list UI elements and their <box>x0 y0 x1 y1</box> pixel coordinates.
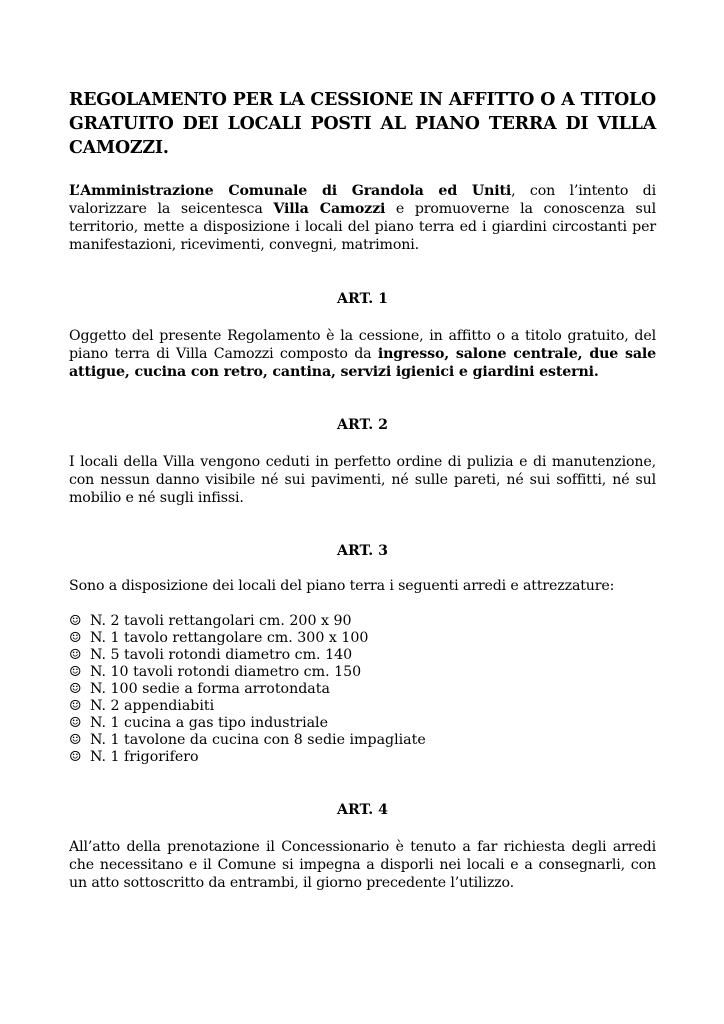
smiley-icon: ☺ <box>69 630 82 646</box>
document-page <box>69 88 656 892</box>
smiley-icon: ☺ <box>69 715 82 731</box>
art3-heading: ART. 3 <box>336 543 389 559</box>
art4-paragraph: All’atto della prenotazione il Concessionario è tenuto a far richiesta degli arredi che necessitano e il Comune si impegna a disporli nei locali e a consegnarli, con un atto sottoscritto da entrambi, il giorno precedente l’utilizzo. <box>69 839 656 891</box>
document-title: REGOLAMENTO PER LA CESSIONE IN AFFITTO O A TITOLO GRATUITO DEI LOCALI POSTI AL PIANO TERRA DI VILLA CAMOZZI. <box>69 90 656 158</box>
intro-municipality: L’Amministrazione Comunale di Grandola ed Uniti <box>69 183 512 199</box>
intro-text-2: e promuoverne la conoscenza sul territorio, mette a disposizione i locali del piano terra ed i giardini circostanti per manifestazioni, ricevimenti, convegni, matrimoni. <box>69 201 656 253</box>
art1-rooms: ingresso, salone centrale, due sale attigue, cucina con retro, cantina, servizi igienici e giardini esterni. <box>69 346 656 380</box>
smiley-icon: ☺ <box>69 664 82 680</box>
smiley-icon: ☺ <box>69 681 82 697</box>
art2-paragraph: I locali della Villa vengono ceduti in perfetto ordine di pulizia e di manutenzione, con nessun danno visibile né sui pavimenti, né sulle pareti, né sui soffitti, né sul mobilio e né sugli infissi. <box>69 454 656 506</box>
smiley-icon: ☺ <box>69 732 82 748</box>
smiley-icon: ☺ <box>69 749 82 765</box>
list-item: ☺ N. 5 tavoli rotondi diametro cm. 140 <box>69 647 353 663</box>
smiley-icon: ☺ <box>69 613 82 629</box>
art3-paragraph: Sono a disposizione dei locali del piano terra i seguenti arredi e attrezzature: <box>69 578 615 594</box>
smiley-icon: ☺ <box>69 698 82 714</box>
intro-paragraph <box>69 182 656 254</box>
list-item: ☺ N. 1 tavolo rettangolare cm. 300 x 100 <box>69 630 369 646</box>
list-item: ☺ N. 2 appendiabiti <box>69 698 215 714</box>
list-item: ☺ N. 1 cucina a gas tipo industriale <box>69 715 328 731</box>
art1-paragraph <box>69 327 656 381</box>
intro-text-1: , con l’intento di valorizzare la seicentesca <box>69 183 656 217</box>
list-item: ☺ N. 2 tavoli rettangolari cm. 200 x 90 <box>69 613 352 629</box>
equipment-list <box>69 613 656 766</box>
art1-text: Oggetto del presente Regolamento è la cessione, in affitto o a titolo gratuito, del piano terra di Villa Camozzi composto da <box>69 328 656 362</box>
list-item: ☺ N. 1 frigorifero <box>69 749 199 765</box>
art4-heading: ART. 4 <box>336 802 389 818</box>
smiley-icon: ☺ <box>69 647 82 663</box>
intro-villa-name: Villa Camozzi <box>273 201 386 217</box>
art1-heading: ART. 1 <box>336 291 389 307</box>
art2-heading: ART. 2 <box>336 417 389 433</box>
list-item: ☺ N. 1 tavolone da cucina con 8 sedie impagliate <box>69 732 426 748</box>
list-item: ☺ N. 10 tavoli rotondi diametro cm. 150 <box>69 664 362 680</box>
list-item: ☺ N. 100 sedie a forma arrotondata <box>69 681 330 697</box>
